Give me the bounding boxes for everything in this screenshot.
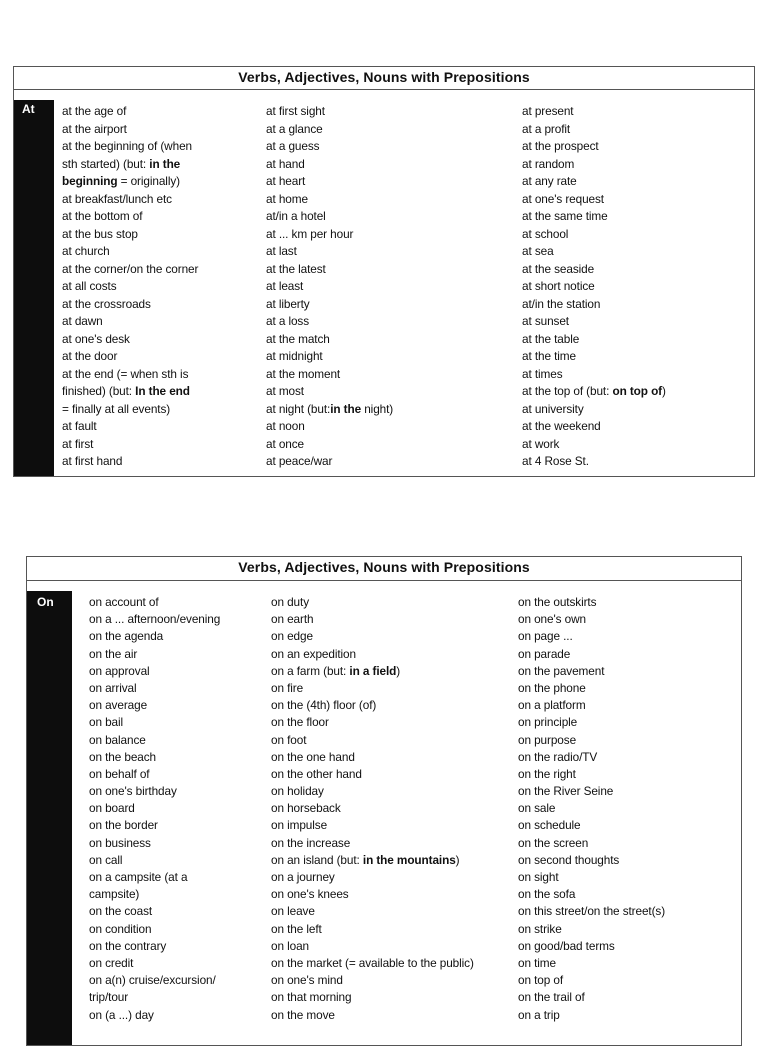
phrase-item: on leave: [271, 904, 315, 919]
phrase-item: at night (but:in the night): [266, 401, 394, 416]
phrase-item: on earth: [271, 612, 314, 627]
phrase-item: on strike: [518, 921, 562, 936]
phrase-item: on duty: [271, 595, 309, 609]
phrase-item: at/in the station: [522, 296, 601, 311]
phrase-item: on the sofa: [518, 887, 576, 902]
phrase-item: at a loss: [266, 314, 310, 328]
phrase-item: at present: [522, 104, 574, 118]
phrase-item: at fault: [62, 419, 97, 433]
phrase-item: on time: [518, 955, 556, 970]
phrase-item: at the crossroads: [62, 296, 151, 311]
phrase-column-2: [271, 594, 474, 1024]
phrase-item: at the prospect: [522, 139, 599, 153]
phrase-item: on that morning: [271, 990, 352, 1005]
phrase-item: on a(n) cruise/excursion/: [89, 973, 216, 988]
phrase-item: finished) (but: In the end: [62, 384, 190, 398]
phrase-item: on good/bad terms: [518, 938, 615, 953]
phrase-item: on a trip: [518, 1007, 560, 1022]
phrase-item: on schedule: [518, 818, 581, 833]
phrase-item: on the move: [271, 1007, 335, 1022]
phrase-item: on condition: [89, 921, 152, 936]
phrase-item: sth started) (but: in the: [62, 156, 181, 171]
phrase-item: on credit: [89, 955, 134, 970]
phrase-item: at short notice: [522, 279, 595, 293]
phrase-item: on bail: [89, 715, 124, 730]
phrase-item: at work: [522, 436, 560, 451]
phrase-item: on the beach: [89, 749, 157, 764]
prepositions-table-at: [13, 66, 755, 477]
preposition-label: At: [14, 100, 54, 476]
phrase-item: at 4 Rose St.: [522, 454, 589, 468]
phrase-item: at university: [522, 401, 584, 416]
phrase-item: at first sight: [266, 104, 325, 118]
phrase-item: on the coast: [89, 904, 153, 919]
phrase-column-3: [522, 103, 666, 471]
phrase-item: on one's own: [518, 612, 586, 627]
phrase-item: beginning = originally): [62, 174, 180, 188]
phrase-item: on the left: [271, 921, 322, 936]
phrase-item: at the seaside: [522, 261, 595, 276]
phrase-item: on the River Seine: [518, 784, 614, 799]
phrase-item: on the radio/TV: [518, 749, 598, 764]
phrase-item: at first: [62, 436, 94, 451]
phrase-item: on call: [89, 852, 123, 867]
phrase-item: on the market (= available to the public): [271, 955, 474, 970]
phrase-item: at the top of (but: on top of): [522, 384, 666, 398]
phrase-column-2: [266, 103, 393, 471]
phrase-item: on the agenda: [89, 629, 164, 644]
phrase-item: at once: [266, 436, 304, 451]
phrase-item: at the corner/on the corner: [62, 261, 199, 276]
phrase-item: on one's birthday: [89, 784, 177, 799]
phrase-item: at the door: [62, 349, 118, 363]
phrase-item: at first hand: [62, 454, 123, 468]
phrase-item: on one's mind: [271, 973, 343, 988]
phrase-item: trip/tour: [89, 990, 129, 1005]
phrase-item: on the border: [89, 818, 158, 833]
phrase-item: at the match: [266, 331, 330, 346]
phrase-item: on business: [89, 835, 151, 850]
prepositions-table-on: [26, 556, 742, 1046]
phrase-item: on board: [89, 801, 135, 816]
phrase-item: on an island (but: in the mountains): [271, 852, 460, 867]
phrase-item: on top of: [518, 973, 564, 988]
phrase-item: on purpose: [518, 732, 577, 747]
phrase-item: on balance: [89, 732, 146, 747]
phrase-item: on account of: [89, 595, 159, 609]
phrase-item: at the beginning of (when: [62, 139, 192, 153]
phrase-item: on principle: [518, 715, 578, 730]
phrase-item: on a farm (but: in a field): [271, 663, 401, 678]
phrase-item: at last: [266, 244, 297, 258]
phrase-item: on arrival: [89, 680, 137, 695]
phrase-item: at home: [266, 191, 308, 206]
phrase-column-1: [62, 103, 198, 471]
phrase-item: on loan: [271, 938, 310, 953]
phrase-item: at sunset: [522, 314, 569, 328]
phrase-item: at most: [266, 384, 304, 398]
phrase-item: on a journey: [271, 870, 335, 884]
phrase-item: at one's desk: [62, 331, 130, 346]
phrase-item: at the airport: [62, 121, 127, 136]
phrase-item: on edge: [271, 629, 313, 644]
phrase-item: at the same time: [522, 209, 608, 223]
phrase-item: on impulse: [271, 818, 328, 833]
phrase-item: at sea: [522, 244, 554, 258]
table-title: Verbs, Adjectives, Nouns with Prepositions: [27, 557, 741, 581]
phrase-item: on holiday: [271, 784, 324, 799]
phrase-item: at the bottom of: [62, 209, 143, 223]
phrase-item: on the floor: [271, 715, 329, 730]
phrase-item: on a campsite (at a: [89, 870, 188, 884]
phrase-item: at the table: [522, 331, 580, 346]
phrase-item: on second thoughts: [518, 852, 620, 867]
phrase-item: at one's request: [522, 191, 604, 206]
phrase-item: on the other hand: [271, 766, 362, 781]
phrase-item: at all costs: [62, 279, 117, 293]
phrase-item: at a profit: [522, 121, 571, 136]
phrase-item: at random: [522, 156, 575, 171]
phrase-item: at least: [266, 279, 304, 293]
phrase-item: at the bus stop: [62, 226, 138, 241]
phrase-item: on the screen: [518, 835, 589, 850]
phrase-item: at dawn: [62, 314, 103, 328]
phrase-item: at liberty: [266, 296, 310, 311]
phrase-item: on the increase: [271, 835, 351, 850]
phrase-item: on approval: [89, 663, 150, 678]
phrase-item: at church: [62, 244, 110, 258]
preposition-label: On: [27, 591, 72, 1045]
phrase-item: on horseback: [271, 801, 341, 816]
phrase-item: at breakfast/lunch etc: [62, 191, 172, 206]
phrase-item: at the end (= when sth is: [62, 366, 189, 381]
phrase-item: on fire: [271, 680, 304, 695]
phrase-item: on a ... afternoon/evening: [89, 612, 221, 627]
phrase-item: on the contrary: [89, 938, 167, 953]
phrase-item: on the trail of: [518, 990, 585, 1005]
phrase-item: at/in a hotel: [266, 209, 326, 223]
phrase-item: at times: [522, 366, 563, 381]
phrase-item: on this street/on the street(s): [518, 904, 666, 919]
phrase-item: on sight: [518, 870, 559, 884]
phrase-item: at the moment: [266, 366, 341, 381]
phrase-item: at noon: [266, 419, 305, 433]
phrase-item: = finally at all events): [62, 401, 171, 416]
phrase-item: on the air: [89, 646, 138, 661]
phrase-item: on behalf of: [89, 766, 150, 781]
phrase-item: at the time: [522, 349, 576, 363]
phrase-item: on an expedition: [271, 646, 356, 661]
phrase-item: on the one hand: [271, 749, 355, 764]
phrase-item: at the age of: [62, 104, 127, 118]
phrase-item: at any rate: [522, 174, 577, 188]
phrase-item: at heart: [266, 174, 306, 188]
phrase-column-3: [518, 594, 665, 1024]
phrase-item: on page ...: [518, 629, 573, 644]
phrase-item: at hand: [266, 156, 305, 171]
phrase-column-1: [89, 594, 220, 1024]
phrase-item: at school: [522, 226, 569, 241]
phrase-item: on average: [89, 698, 148, 713]
phrase-item: at the latest: [266, 261, 326, 276]
phrase-item: at ... km per hour: [266, 226, 354, 241]
phrase-item: on foot: [271, 732, 307, 747]
phrase-item: on sale: [518, 801, 556, 816]
phrase-item: on a platform: [518, 698, 586, 713]
phrase-item: on the phone: [518, 680, 586, 695]
phrase-item: at midnight: [266, 349, 323, 363]
phrase-item: at peace/war: [266, 454, 333, 468]
phrase-item: on parade: [518, 646, 571, 661]
phrase-item: on the pavement: [518, 663, 605, 678]
phrase-item: on one's knees: [271, 887, 349, 902]
table-title: Verbs, Adjectives, Nouns with Prepositions: [14, 67, 754, 90]
phrase-item: at a guess: [266, 139, 320, 153]
phrase-item: on the right: [518, 766, 576, 781]
phrase-item: on (a ...) day: [89, 1007, 154, 1022]
phrase-item: campsite): [89, 887, 140, 902]
phrase-item: at the weekend: [522, 419, 601, 433]
phrase-item: on the (4th) floor (of): [271, 698, 377, 713]
phrase-item: on the outskirts: [518, 595, 597, 609]
phrase-item: at a glance: [266, 121, 323, 136]
